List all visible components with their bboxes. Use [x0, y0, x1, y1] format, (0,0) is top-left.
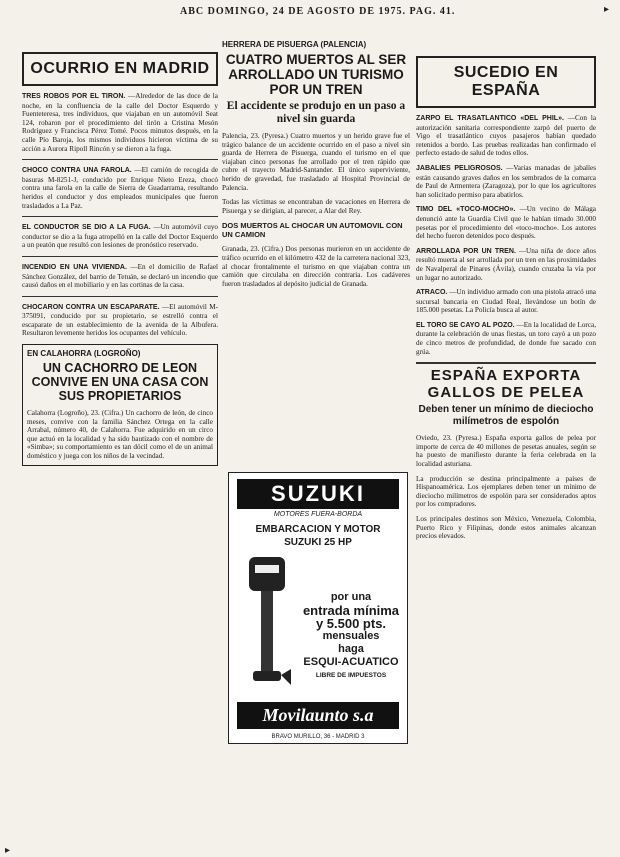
story-body: La producción se destina principalmente a países de Hispanoamérica. Los ejemplares deben tener un mínimo de dieciocho milímetros de espolón para ser considerados aptos por los compradores. — [416, 474, 596, 509]
story-body: Calahorra (Logroño), 23. (Cifra.) Un cachorro de león, de cinco meses, convive con la familia Sánchez Ortega en la calle Arrabal, número 40, de Calahorra. Fue adquirido en un circo que actuó en la localidad y ha sido bautizado con el nombre de «Simba»; su comportamiento es tan dócil como el de un animal doméstico y juega con los niños de la vecindad. — [27, 409, 213, 461]
ad-line: EMBARCACION Y MOTOR — [255, 524, 381, 535]
news-lead: JABALIES PELIGROSOS. — [416, 164, 503, 172]
story-headline-small: DOS MUERTOS AL CHOCAR UN AUTOMOVIL CON UN CAMION — [222, 221, 403, 240]
story-headline: CUATRO MUERTOS AL SER ARROLLADO UN TURISMO POR UN TREN — [225, 52, 407, 97]
story-subhead: El accidente se produjo en un paso a nivel sin guarda — [226, 100, 406, 125]
story-kicker: EN CALAHORRA (LOGROÑO) — [27, 349, 141, 359]
divider — [416, 362, 596, 364]
news-lead: TIMO DEL «TOCO-MOCHO». — [416, 206, 516, 214]
story-kicker: HERRERA DE PISUERGA (PALENCIA) — [222, 40, 367, 49]
news-body: —Varias manadas de jabalíes están causando graves daños en los sembrados de la comarca de Paul de Armentera (Zaragoza), por lo que los agricultores han solicitado permiso para abatirlos. — [416, 163, 596, 199]
section-title-espana: SUCEDIO EN ESPAÑA — [416, 56, 596, 108]
middle-column — [222, 40, 410, 465]
story-body: Oviedo, 23. (Pyresa.) España exporta gallos de pelea por importe de cerca de 40 millones de pesetas anuales, según se ha puesto de manifiesto durante la feria celebrada en la localidad asturiana. — [416, 434, 596, 469]
news-body: —Con la autorización sanitaria correspondiente zarpó del puerto de Vigo el trasatlántico cuyos pasajeros habían quedado retenidos a bordo. Las pruebas realizadas han confirmado el perfecto estado de salud de todos ellos. — [416, 114, 596, 158]
news-item — [22, 166, 218, 210]
ad-offer-line: mensuales — [322, 630, 380, 642]
ad-offer-line: ESQUI-ACUATICO — [303, 656, 399, 668]
story-body: Palencia, 23. (Pyresa.) Cuatro muertos y un herido grave fue el trágico balance de un accidente ocurrido en el paso a nivel sin guarda de Herrera de Pisuerga, cuando el turismo en el que viajaban cinco personas fue arrollado por el tren rápido que cubre el trayecto Madrid-Santander. El único superviviente, herido de gravedad, fue trasladado al Hospital Provincial de Palencia. — [222, 132, 410, 192]
ad-line: SUZUKI 25 HP — [284, 537, 352, 548]
news-item — [22, 303, 218, 338]
page-header: ABC DOMINGO, 24 DE AGOSTO DE 1975. PAG. 41. — [180, 6, 456, 17]
news-body: —Un automóvil cuyo conductor se dio a la fuga atropelló en la calle del Doctor Esquerdo a un peatón que resultó con lesiones de pronóstico reservado. — [22, 223, 218, 250]
news-lead: TRES ROBOS POR EL TIRON. — [22, 93, 126, 100]
news-body: —Un individuo armado con una pistola atracó una sucursal bancaria en Ciudad Real, llevándose un botín de 185.000 pesetas. La Policía busca al autor. — [416, 288, 596, 315]
story-subhead: Deben tener un mínimo de dieciocho milímetros de espolón — [418, 404, 594, 428]
story-body: Todas las víctimas se encontraban de vacaciones en Herrera de Pisuerga y se dirigían, al parecer, a Alar del Rey. — [222, 198, 410, 215]
news-lead: EL TORO SE CAYO AL POZO. — [416, 321, 515, 329]
suzuki-logo: SUZUKI — [237, 479, 399, 509]
ad-offer-line: y 5.500 pts. — [315, 616, 387, 631]
section-title-madrid: OCURRIO EN MADRID — [22, 52, 218, 86]
news-item — [416, 321, 596, 356]
ad-offer-line: entrada mínima — [302, 603, 400, 618]
news-item — [416, 288, 596, 315]
news-lead: INCENDIO EN UNA VIVIENDA. — [22, 263, 127, 271]
story-body: Granada, 23. (Cifra.) Dos personas murieron en un accidente de tráfico ocurrido en el kilómetro 432 de la carretera nacional 323, al chocar frontalmente el turismo en que viajaban contra un camión que circulaba en dirección contraria. Los cadáveres fueron trasladados al depósito judicial de Granada. — [222, 245, 410, 288]
news-item — [416, 205, 596, 240]
right-column — [416, 40, 596, 541]
ad-offer-line: haga — [338, 643, 364, 655]
news-lead: CHOCO CONTRA UNA FAROLA. — [22, 167, 132, 175]
lion-story-box — [22, 344, 218, 466]
story-body: Los principales destinos son México, Venezuela, Colombia, Puerto Rico y Filipinas, donde estos animales alcanzan precios elevados. — [416, 515, 596, 541]
news-lead: ARROLLADA POR UN TREN. — [416, 247, 516, 255]
news-item — [416, 164, 596, 199]
divider — [22, 296, 218, 297]
crop-mark-icon: ▸ — [5, 845, 11, 856]
divider — [22, 159, 218, 160]
left-column — [22, 40, 218, 466]
news-body: —Alrededor de las doce de la noche, en la confluencia de la calle del Doctor Esquerdo y Fuenteteresa, tres individuos, que viajaban en un automóvil Seat 124, robaron por el procedimiento del tirón a Cristina Mesón Rodríguez y Francisca Pérez Tomé. Pocos minutos después, en la calle Pío Baroja, los mismos individuos hicieron víctima de su acción a Aurora Ripoll Rincón y se dieron a la fuga. — [22, 92, 218, 153]
news-lead: ZARPO EL TRASATLANTICO «DEL PHIL». — [416, 115, 564, 122]
news-item — [22, 263, 218, 290]
outboard-motor-icon — [241, 553, 293, 703]
news-lead: CHOCARON CONTRA UN ESCAPARATE. — [22, 303, 160, 311]
dealer-brand: Movilaunto s.a — [237, 702, 399, 729]
news-lead: ATRACO. — [416, 289, 448, 297]
news-body: —En el domicilio de Rafael Sánchez González, del barrio de Tetuán, se declaró un incendio que causó daños en el mobiliario y en las cortinas de la casa. — [22, 262, 218, 290]
dealer-address: BRAVO MURILLO, 36 - MADRID 3 — [271, 734, 365, 740]
news-body: —El camión de recogida de basuras M-8251-J, conducido por Enrique Nieto Ereza, chocó contra una farola en la calle de Sierra de Guadarrama, resultando heridos el conductor y dos empleados municipales que fueron trasladados a La Paz. — [22, 166, 218, 210]
story-headline: UN CACHORRO DE LEON CONVIVE EN UNA CASA CON SUS PROPIETARIOS — [31, 361, 209, 404]
divider — [22, 256, 218, 257]
news-item — [22, 92, 218, 153]
story-headline: ESPAÑA EXPORTA GALLOS DE PELEA — [427, 367, 585, 402]
ad-tagline: MOTORES FUERA-BORDA — [273, 511, 363, 518]
crop-mark-icon: ▸ — [604, 4, 610, 15]
news-body: —El automóvil M-375091, conducido por su propietario, se estrelló contra el escaparate de un establecimiento de la avenida de la Albufera. Resultaron levemente heridos los ocupantes del vehículo. — [22, 302, 218, 338]
news-item — [416, 114, 596, 158]
ad-offer-line: por una — [330, 591, 372, 603]
news-body: —Un vecino de Málaga denunció ante la Guardia Civil que le habían timado 30.000 pesetas por el procedimiento del «toco-mocho». Los autores del hecho fueron detenidos poco después. — [416, 205, 596, 241]
suzuki-advertisement — [228, 472, 408, 744]
news-lead: EL CONDUCTOR SE DIO A LA FUGA. — [22, 224, 151, 232]
news-body: —En la localidad de Lorca, durante la celebración de unas fiestas, un toro cayó a un pozo de cinco metros de profundidad, de donde fue sacado con grúa. — [416, 320, 596, 356]
ad-offer-line: LIBRE DE IMPUESTOS — [315, 672, 387, 679]
ad-offer — [299, 591, 403, 682]
news-body: —Una niña de doce años resultó muerta al ser arrollada por un tren en las proximidades de Navalperal de Pinares (Ávila), cuando cruzaba la vía por un lugar no autorizado. — [416, 246, 596, 282]
news-item — [416, 247, 596, 282]
divider — [22, 216, 218, 217]
news-item — [22, 223, 218, 250]
